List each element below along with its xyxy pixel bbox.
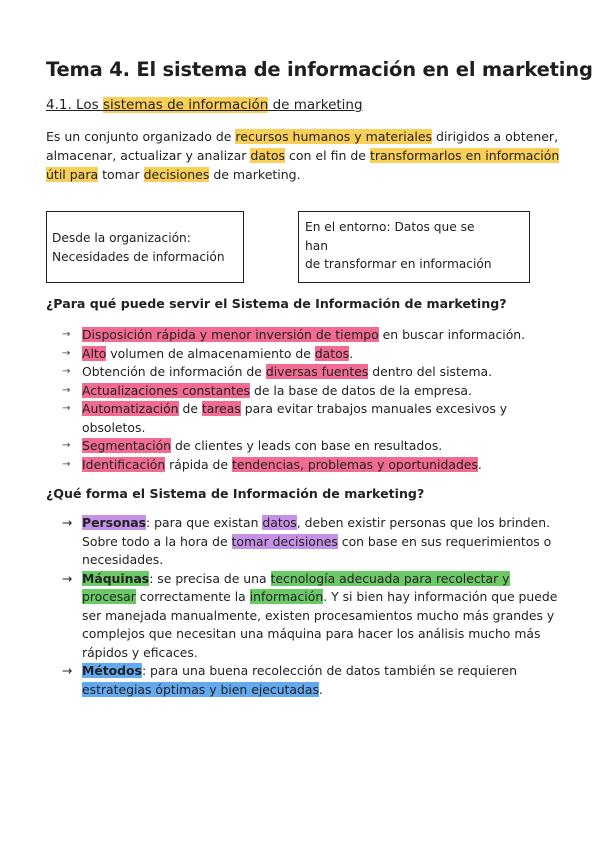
intro-highlight: decisiones [143,167,210,182]
highlight: Alto [82,345,107,361]
benefits-list [62,326,562,474]
list-item [62,456,562,475]
highlight: Identificación [82,456,166,472]
term-highlight: Métodos [82,663,142,678]
intro-text: Es un conjunto organizado de [46,129,236,144]
item-text: en buscar información. [378,327,526,342]
subtitle-prefix: 4.1. Los [46,97,103,113]
item-text: de la base de datos de la empresa. [250,382,472,398]
list-item [62,514,562,570]
item-text: con base en sus requerimientos o necesidades. [82,533,552,567]
item-text: . Y si bien hay información que puede ser manejada manualmente, existen procesamientos mucho más grandes y complejos que necesitan una máquina para hacer los análisis mucho más rápidos y eficaces. [82,589,558,660]
environment-box [298,211,530,283]
item-text: correctamente la [135,589,250,604]
item-text: , deben existir personas que los brinden. Sobre todo a la hora de [82,515,551,549]
intro-highlight: datos [250,148,286,163]
organization-box-line: Necesidades de información [52,249,225,264]
term-highlight: Personas [82,515,147,530]
term-highlight: Máquinas [82,570,150,586]
highlight: datos [314,345,350,361]
arrow-icon: → [62,366,71,377]
highlight: información [249,589,324,604]
list-item [62,662,562,699]
organization-box [46,211,244,283]
arrow-icon: → [62,403,71,414]
organization-box-line: Desde la organización: [52,231,191,245]
item-text: : para que existan [146,515,263,530]
arrow-icon: → [62,515,73,530]
intro-text: con el fin de [285,148,370,163]
arrow-icon: → [62,458,71,470]
item-text: . [318,681,323,697]
item-text: : para una buena recolección de datos también se requieren [141,663,517,678]
subtitle-suffix: de marketing [268,97,363,113]
highlight: tomar decisiones [231,533,338,549]
highlight: Disposición rápida y menor inversión de tiempo [82,327,379,342]
intro-paragraph [46,127,566,184]
intro-text: de marketing. [209,167,301,182]
environment-box-line: En el entorno: Datos que se [305,220,475,234]
item-text: para evitar trabajos manuales excesivos y obsoletos. [82,401,508,435]
list-item [62,382,562,401]
section-subtitle [46,97,363,113]
environment-box-line: han [305,238,328,253]
highlight: datos [262,515,297,530]
item-text: rápida de [165,456,232,472]
arrow-icon: → [62,384,71,396]
list-item [62,326,562,345]
arrow-icon: → [62,663,73,678]
subtitle-highlight: sistemas de información [102,97,269,113]
highlight: tecnología adecuada para recolectar y procesar [82,570,510,604]
list-item [62,363,562,382]
list-item [62,345,562,364]
highlight: Actualizaciones constantes [82,382,251,398]
arrow-icon: → [62,329,71,340]
item-text: dentro del sistema. [368,364,493,379]
section1-heading: ¿Para qué puede servir el Sistema de Información de marketing? [46,296,507,311]
arrow-icon: → [62,347,71,359]
highlight: estrategias óptimas y bien ejecutadas [82,681,319,697]
environment-box-line: de transformar en información [305,257,492,271]
item-text: volumen de almacenamiento de [106,345,315,361]
arrow-icon: → [62,440,71,451]
list-item [62,400,562,437]
item-text: Obtención de información de [82,364,266,379]
item-text: de [178,401,202,416]
highlight: tareas [201,401,241,416]
highlight: Automatización [82,401,179,416]
highlight: tendencias, problemas y oportunidades [231,456,478,472]
intro-highlight: recursos humanos y materiales [235,129,433,144]
item-text: . [477,456,482,472]
item-text: . [349,345,354,361]
page-title: Tema 4. El sistema de información en el marketing [46,58,593,81]
list-item [62,570,562,663]
section2-heading: ¿Qué forma el Sistema de Información de marketing? [46,486,425,501]
intro-text: dirigidos a obtener, almacenar, actualizar y analizar [46,129,559,163]
item-text: de clientes y leads con base en resultados. [171,438,443,453]
list-item [62,437,562,456]
intro-highlight: transformarlos en información útil para [46,148,560,182]
item-text: : se precisa de una [149,570,271,586]
highlight: diversas fuentes [265,364,369,379]
arrow-icon: → [62,570,73,586]
intro-text: tomar [98,167,144,182]
components-list [62,514,562,699]
highlight: Segmentación [82,438,172,453]
